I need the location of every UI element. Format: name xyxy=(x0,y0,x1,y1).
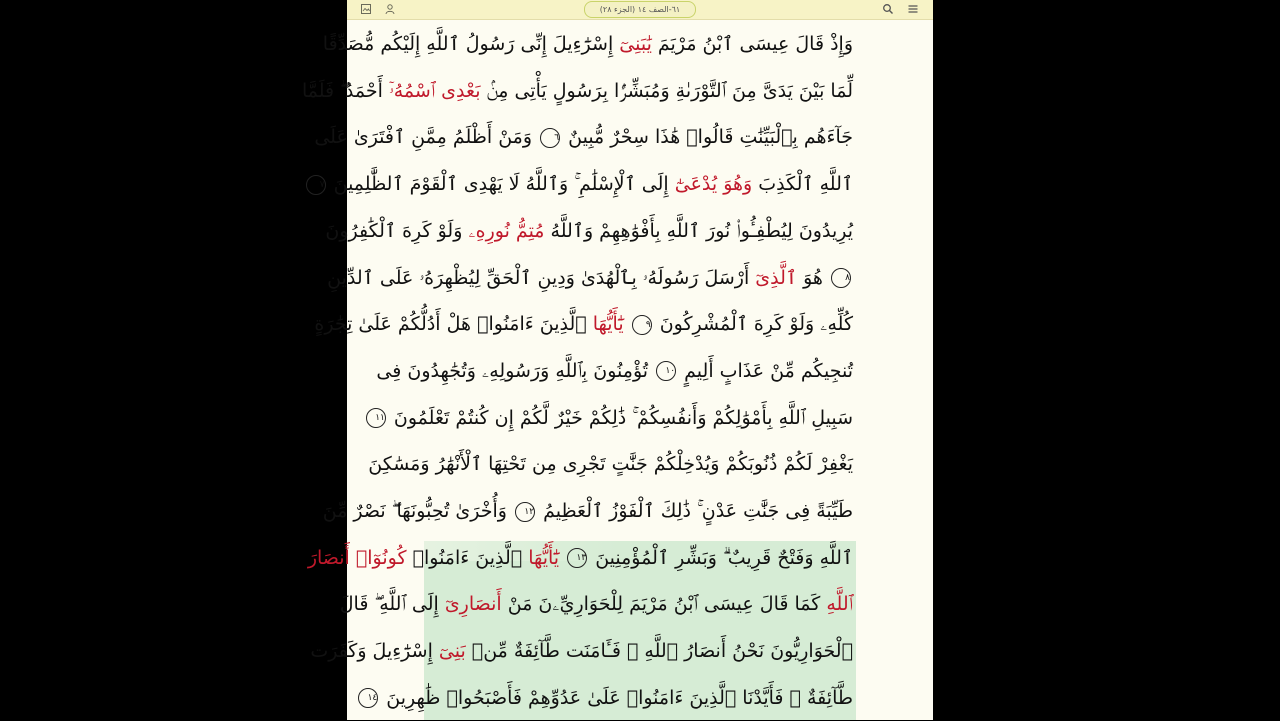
person-icon[interactable] xyxy=(383,2,397,16)
verse-line[interactable] xyxy=(376,348,853,394)
verse-text: ٱلَّذِينَ ءَامَنُوا۟ xyxy=(406,546,529,569)
verse-line[interactable] xyxy=(314,114,853,160)
verse-text: إِلَى ٱللَّهِ ۖ قَالَ xyxy=(339,593,445,616)
verse-text: تُؤْمِنُونَ بِٱللَّهِ وَرَسُولِهِۦ وَتُجَٰهِدُونَ فِى xyxy=(376,359,655,382)
document-icon[interactable] xyxy=(359,2,373,16)
verse-line[interactable] xyxy=(368,441,853,487)
verse-text: إِسْرَٰٓءِيلَ إِنِّى رَسُولُ ٱللَّهِ إِلَيْكُم مُّصَدِّقًا xyxy=(322,33,620,55)
top-toolbar xyxy=(347,0,933,20)
verse-line[interactable] xyxy=(327,255,853,301)
verse-text: ٱللَّهِ وَفَتْحٌ قَرِيبٌ ۗ وَبَشِّرِ ٱلْمُؤْمِنِينَ xyxy=(589,546,853,569)
ayah-number-marker[interactable]: ٦ xyxy=(540,128,560,148)
tajweed-red-text: ٱلَّذِىٓ xyxy=(755,266,798,289)
tajweed-red-text: وَهُوَ يُدْعَىٰٓ xyxy=(674,173,753,196)
mushaf-reader-window xyxy=(301,0,933,720)
verse-line[interactable] xyxy=(314,301,853,347)
verse-text: وَمَنْ أَظْلَمُ مِمَّنِ ٱفْتَرَىٰ عَلَى xyxy=(314,126,539,149)
verse-text: كَمَا قَالَ عِيسَى ٱبْنُ مَرْيَمَ لِلْحَوَارِيِّۦنَ مَنْ xyxy=(501,593,827,616)
verse-text: ٱلْحَوَارِيُّونَ نَحْنُ أَنصَارُ ٱللَّهِ ۖ فَـَٔامَنَت طَّآئِفَةٌ مِّنۢ xyxy=(465,640,853,663)
verse-text: لِّمَا بَيْنَ يَدَىَّ مِنَ ٱلتَّوْرَىٰةِ وَمُبَشِّرًۢا بِرَسُولٍ يَأْتِى مِنۢ xyxy=(480,79,853,102)
verse-line[interactable] xyxy=(310,628,853,674)
ayah-number-marker[interactable]: ٧ xyxy=(306,175,326,195)
tajweed-red-text: أَنصَارِىٓ xyxy=(444,593,502,616)
verse-text: وَإِذْ قَالَ عِيسَى ٱبْنُ مَرْيَمَ xyxy=(651,33,853,55)
verse-text: جَآءَهُم بِٱلْبَيِّنَٰتِ قَالُوا۟ هَٰذَا سِحْرٌ مُّبِينٌ xyxy=(562,126,853,149)
verse-line[interactable] xyxy=(325,208,853,254)
verse-line[interactable] xyxy=(322,488,853,534)
quran-page xyxy=(301,20,933,720)
ayah-number-marker[interactable]: ١٠ xyxy=(656,361,676,381)
verse-text: طَيِّبَةً فِى جَنَّٰتِ عَدْنٍ ۚ ذَٰلِكَ ٱلْفَوْزُ ٱلْعَظِيمُ xyxy=(537,500,853,522)
verse-text: كُلِّهِۦ وَلَوْ كَرِهَ ٱلْمُشْرِكُونَ xyxy=(653,313,853,336)
tajweed-red-text: يَٰٓأَيُّهَا xyxy=(592,313,624,336)
verse-text: أَحْمَدُ ۖ فَلَمَّا xyxy=(301,79,389,102)
tajweed-red-text: ٱللَّهِ xyxy=(826,593,853,616)
verse-text: إِلَى ٱلْإِسْلَٰمِ ۚ وَٱللَّهُ لَا يَهْدِى ٱلْقَوْمَ ٱلظَّٰلِمِينَ xyxy=(327,173,675,196)
verse-text: يَغْفِرْ لَكُمْ ذُنُوبَكُمْ وَيُدْخِلْكُمْ جَنَّٰتٍ تَجْرِى مِن تَحْتِهَا ٱلْأَنْهَٰرُ وَمَسَٰكِنَ xyxy=(368,453,853,476)
page-title-pill[interactable] xyxy=(584,1,696,18)
verse-line[interactable] xyxy=(367,675,853,721)
verse-text: أَرْسَلَ رَسُولَهُۥ بِٱلْهُدَىٰ وَدِينِ ٱلْحَقِّ لِيُظْهِرَهُۥ عَلَى ٱلدِّينِ xyxy=(327,266,756,289)
verse-text: ٱللَّهِ ٱلْكَذِبَ xyxy=(752,173,853,196)
tajweed-red-text: يَٰٓأَيُّهَا xyxy=(528,546,560,569)
verse-text: ٱلَّذِينَ ءَامَنُوا۟ هَلْ أَدُلُّكُمْ عَلَىٰ تِجَٰرَةٍ xyxy=(314,313,593,336)
page-title: ٦١-الصف ١٤ (الجزء ٢٨) xyxy=(599,5,681,14)
verse-text xyxy=(624,313,630,335)
verse-line[interactable] xyxy=(375,395,853,441)
verse-line[interactable] xyxy=(339,581,853,627)
verse-text: هُوَ xyxy=(797,266,829,289)
verse-text: تُنجِيكُم مِّنْ عَذَابٍ أَلِيمٍ xyxy=(678,359,853,382)
verse-line[interactable] xyxy=(307,535,853,581)
verse-line[interactable] xyxy=(322,21,853,67)
menu-icon[interactable] xyxy=(906,2,920,16)
ayah-number-marker[interactable]: ٨ xyxy=(831,268,851,288)
ayah-number-marker[interactable]: ٩ xyxy=(632,315,652,335)
verse-line[interactable] xyxy=(319,161,853,207)
verse-text: سَبِيلِ ٱللَّهِ بِأَمْوَٰلِكُمْ وَأَنفُسِكُمْ ۚ ذَٰلِكُمْ خَيْرٌ لَّكُمْ إِن كُنتُمْ تَعْلَمُونَ xyxy=(387,406,853,429)
verse-line[interactable] xyxy=(301,68,853,114)
search-icon[interactable] xyxy=(881,2,895,16)
verse-text xyxy=(559,547,565,569)
ayah-number-marker[interactable]: ١٣ xyxy=(567,548,587,568)
verse-text: وَلَوْ كَرِهَ ٱلْكَٰفِرُونَ xyxy=(325,219,469,242)
verse-text: وَأُخْرَىٰ تُحِبُّونَهَا ۖ نَصْرٌ مِّنَ xyxy=(322,500,514,522)
tajweed-red-text: بَنِىٓ xyxy=(438,640,466,663)
tajweed-red-text: كُونُوٓا۟ أَنصَارَ xyxy=(307,546,407,569)
tajweed-red-text: يَٰبَنِىٓ xyxy=(619,33,652,55)
verse-text: طَّآئِفَةٌ ۖ فَأَيَّدْنَا ٱلَّذِينَ ءَامَنُوا۟ عَلَىٰ عَدُوِّهِمْ فَأَصْبَحُوا۟ ظَٰهِرِينَ xyxy=(380,686,853,709)
verse-text: إِسْرَٰٓءِيلَ وَكَفَرَت xyxy=(310,640,439,663)
ayah-number-marker[interactable]: ١٢ xyxy=(515,502,535,522)
tajweed-red-text: مُتِمُّ نُورِهِۦ xyxy=(468,219,545,242)
verse-text: يُرِيدُونَ لِيُطْفِـُٔوا۟ نُورَ ٱللَّهِ بِأَفْوَٰهِهِمْ وَٱللَّهُ xyxy=(544,219,853,242)
ayah-number-marker[interactable]: ١١ xyxy=(366,408,386,428)
ayah-number-marker[interactable]: ١٤ xyxy=(358,688,378,708)
tajweed-red-text: بَعْدِى ٱسْمُهُۥٓ xyxy=(388,79,481,102)
